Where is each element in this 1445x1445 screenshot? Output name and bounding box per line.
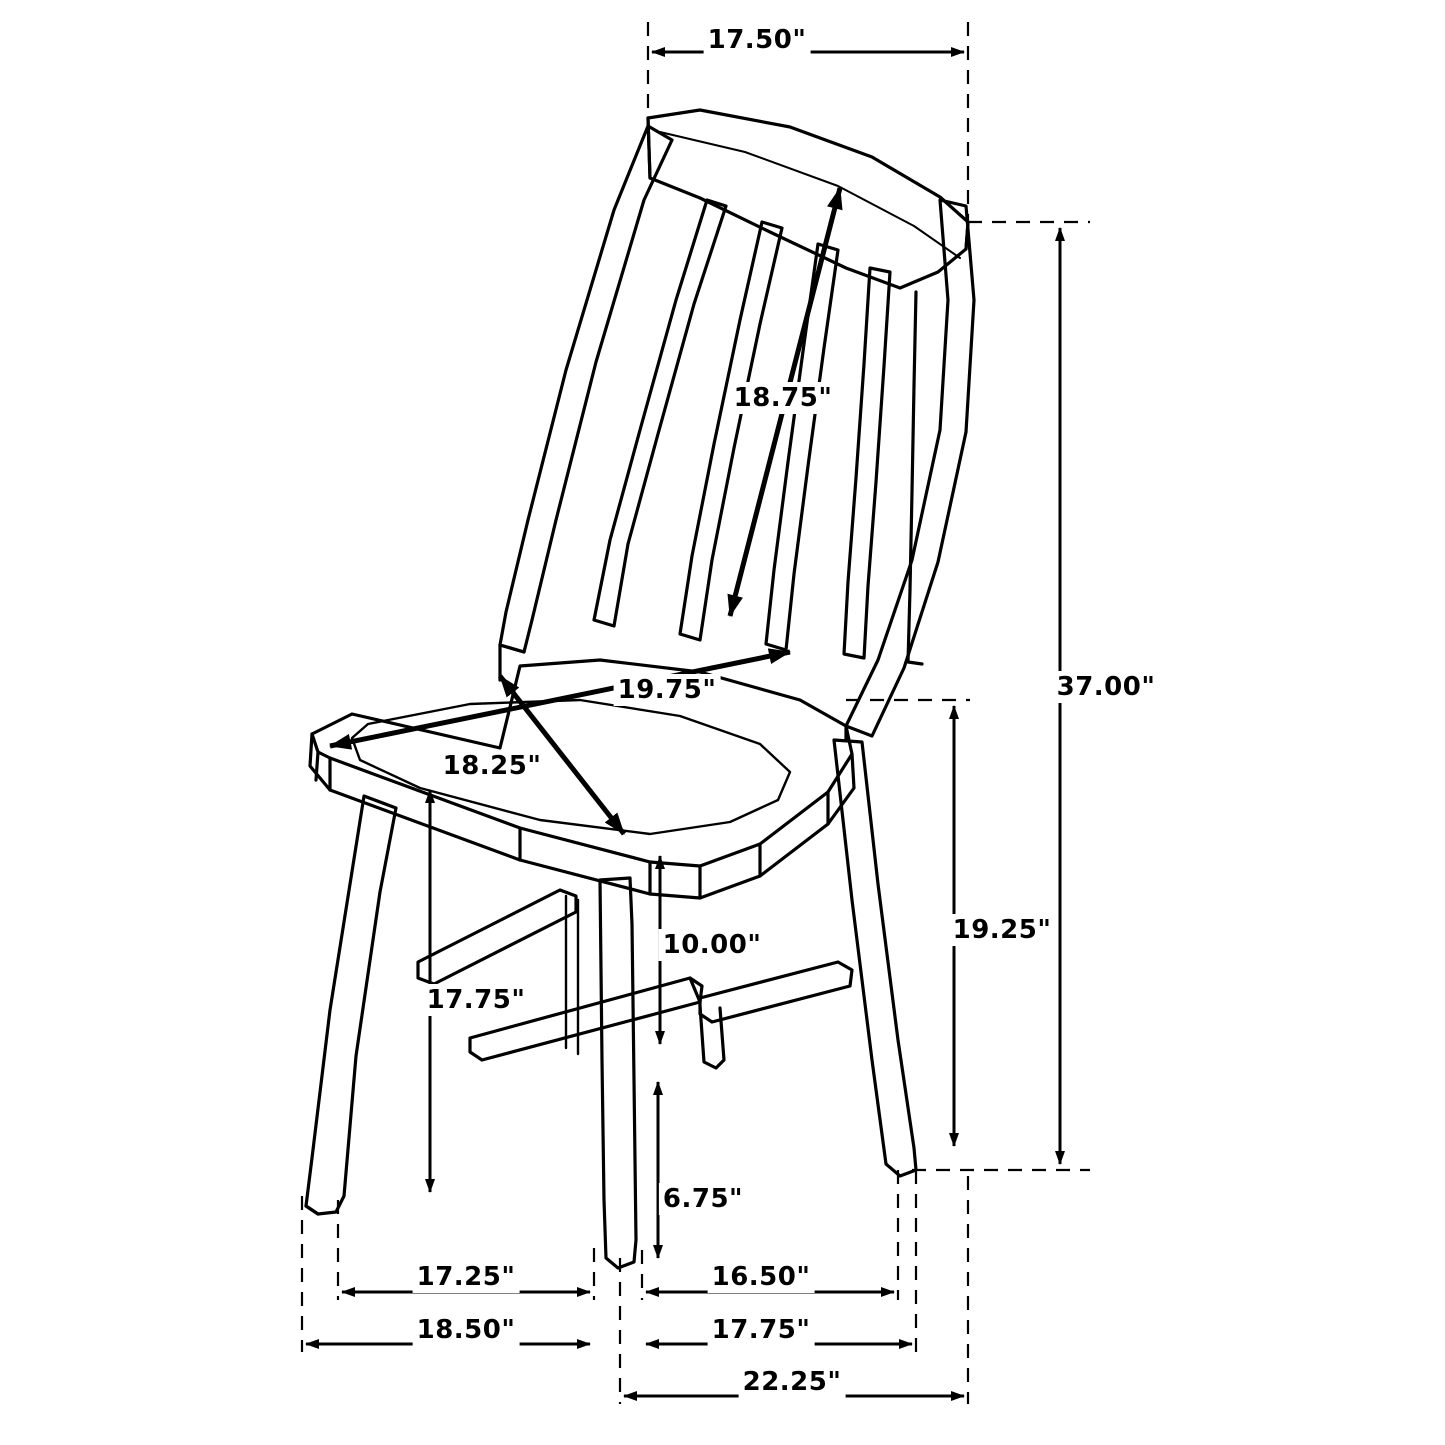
spindle-3 <box>766 244 838 650</box>
stretcher-right <box>700 962 852 1022</box>
back-left-stile <box>500 126 672 652</box>
seat-top <box>312 660 852 866</box>
dim-label-stretcher-height: 10.00" <box>659 929 766 961</box>
seat-edge <box>310 734 854 898</box>
dim-label-overall-base-width: 22.25" <box>739 1366 846 1398</box>
dim-label-seat-back-height: 19.25" <box>949 914 1056 946</box>
dim-label-overall-height: 37.00" <box>1053 671 1160 703</box>
dim-label-base-depth-right: 17.75" <box>708 1314 815 1346</box>
spindle-5 <box>908 292 922 664</box>
dim-19-75-line <box>330 652 790 746</box>
spindle-4 <box>844 268 890 658</box>
stretcher-left <box>418 890 576 984</box>
crest-rail-highlight <box>660 132 960 258</box>
dim-label-front-leg-height: 17.75" <box>423 984 530 1016</box>
front-left-leg <box>306 796 396 1214</box>
front-center-leg <box>600 878 636 1268</box>
spindle-2 <box>680 222 782 640</box>
dim-label-seat-width: 18.25" <box>439 750 546 782</box>
back-right-leg <box>834 740 916 1176</box>
front-left-foot <box>306 1206 318 1214</box>
dim-label-left-foot-span: 17.25" <box>413 1261 520 1293</box>
back-left-stile-bottom <box>500 645 524 652</box>
dim-label-right-foot-span: 16.50" <box>708 1261 815 1293</box>
crest-rail <box>648 110 968 288</box>
dim-label-lower-rail-height: 6.75" <box>659 1183 747 1215</box>
spindle-1 <box>594 200 726 626</box>
dim-label-backrest-height: 18.75" <box>730 382 837 414</box>
seat-edge-left <box>316 752 318 780</box>
dim-label-seat-depth: 19.75" <box>614 674 721 706</box>
dim-label-base-depth-left: 18.50" <box>413 1314 520 1346</box>
dim-label-back-width: 17.50" <box>704 24 811 56</box>
